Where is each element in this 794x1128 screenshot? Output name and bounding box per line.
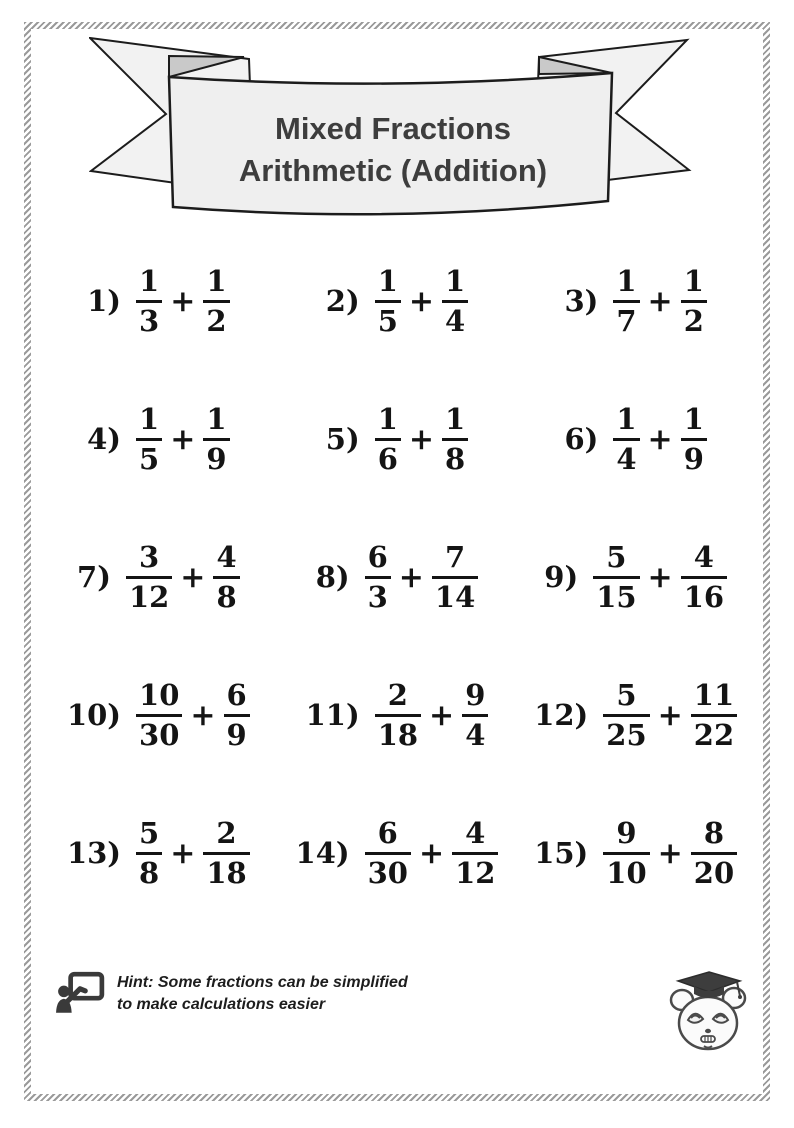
worksheet-body [31, 29, 763, 1094]
fraction-bar [613, 438, 639, 441]
fraction [203, 266, 229, 336]
problem-10 [67, 680, 250, 750]
problems-grid [39, 232, 755, 922]
problem-12 [534, 680, 737, 750]
fraction-denominator: 22 [693, 717, 735, 752]
fraction-numerator: 1 [445, 264, 466, 299]
fraction-bar [691, 714, 737, 717]
fraction-numerator: 1 [206, 264, 227, 299]
fraction-numerator: 1 [139, 264, 160, 299]
fraction-denominator: 18 [206, 855, 247, 890]
fraction-denominator: 9 [206, 441, 227, 476]
fraction-numerator: 1 [616, 402, 637, 437]
fraction [691, 680, 737, 750]
fraction-numerator: 2 [387, 678, 408, 713]
fraction-numerator: 9 [616, 816, 637, 851]
fraction [681, 266, 707, 336]
fraction-numerator: 6 [226, 678, 247, 713]
title-banner [89, 37, 709, 223]
fraction-denominator: 8 [445, 441, 466, 476]
problem-number: 3) [564, 284, 599, 318]
brand-logo [668, 968, 752, 1062]
problem-1 [87, 266, 229, 336]
fraction-numerator: 9 [465, 678, 486, 713]
fraction-denominator: 3 [367, 579, 388, 614]
plus-operator: + [408, 421, 435, 457]
fraction-bar [691, 852, 737, 855]
hint-text [117, 972, 408, 1015]
problem-number: 1) [87, 284, 122, 318]
fraction [375, 266, 401, 336]
fraction-numerator: 1 [616, 264, 637, 299]
fraction-numerator: 1 [139, 402, 160, 437]
problem-11 [306, 680, 489, 750]
problem-number: 11) [305, 698, 360, 732]
fraction-numerator: 11 [693, 678, 735, 713]
fraction-denominator: 15 [596, 579, 637, 614]
fraction [203, 818, 249, 888]
problem-number: 8) [315, 560, 350, 594]
problem-number: 7) [77, 560, 111, 594]
hint-line1: Hint: Some fractions can be simplified [117, 974, 408, 992]
plus-operator: + [647, 559, 673, 595]
fraction-numerator: 8 [703, 816, 725, 851]
fraction-denominator: 6 [377, 441, 398, 476]
plus-operator: + [190, 697, 216, 733]
fraction [136, 404, 162, 474]
fraction-denominator: 4 [445, 303, 466, 338]
fraction-numerator: 1 [377, 264, 398, 299]
fraction-bar [136, 852, 162, 855]
fraction-denominator: 8 [216, 579, 237, 614]
fraction-denominator: 2 [683, 303, 704, 338]
plus-operator: + [657, 697, 683, 733]
fraction-bar [213, 576, 239, 579]
fraction [681, 542, 727, 612]
fraction [136, 266, 162, 336]
graduate-panda-icon [668, 968, 752, 1062]
fraction-numerator: 5 [606, 540, 627, 575]
fraction [613, 266, 639, 336]
fraction [603, 680, 649, 750]
fraction-bar [452, 852, 498, 855]
problem-8 [316, 542, 479, 612]
fraction-numerator: 4 [216, 540, 237, 575]
plus-operator: + [170, 835, 196, 871]
fraction-denominator: 9 [683, 441, 704, 476]
problem-number: 6) [564, 422, 599, 456]
fraction-denominator: 4 [616, 441, 637, 476]
worksheet-title-line2: Arithmetic (Addition) [238, 153, 548, 188]
fraction-denominator: 18 [377, 717, 419, 752]
fraction-bar [442, 300, 468, 303]
problem-15 [534, 818, 737, 888]
plus-operator: + [647, 421, 673, 457]
fraction-numerator: 3 [139, 540, 160, 575]
fraction [603, 818, 649, 888]
fraction [442, 404, 468, 474]
fraction-bar [603, 852, 649, 855]
fraction-denominator: 8 [139, 855, 160, 890]
fraction-bar [136, 714, 182, 717]
fraction-numerator: 6 [367, 540, 388, 575]
fraction-numerator: 1 [206, 402, 227, 437]
fraction [365, 818, 411, 888]
fraction-numerator: 4 [465, 816, 486, 851]
fraction [203, 404, 229, 474]
fraction [613, 404, 639, 474]
fraction-denominator: 7 [616, 303, 637, 338]
ribbon-banner-graphic [89, 37, 709, 223]
fraction-bar [203, 852, 249, 855]
fraction-bar [136, 300, 162, 303]
fraction-bar [375, 300, 401, 303]
hint-section [55, 969, 408, 1019]
fraction-bar [593, 576, 639, 579]
fraction-numerator: 10 [139, 678, 180, 713]
problem-4 [87, 404, 229, 474]
problem-6 [564, 404, 706, 474]
fraction [681, 404, 707, 474]
fraction [593, 542, 639, 612]
problem-9 [544, 542, 727, 612]
fraction-numerator: 1 [683, 402, 704, 437]
problem-number: 9) [544, 560, 579, 594]
problem-13 [67, 818, 250, 888]
fraction [126, 542, 172, 612]
fraction-bar [603, 714, 649, 717]
fraction-denominator: 14 [434, 579, 476, 614]
plus-operator: + [170, 283, 196, 319]
fraction-bar [365, 852, 411, 855]
fraction-denominator: 12 [128, 579, 170, 614]
fraction-denominator: 30 [139, 717, 180, 752]
fraction [442, 266, 468, 336]
fraction-bar [681, 576, 727, 579]
fraction [691, 818, 737, 888]
fraction-numerator: 1 [377, 402, 398, 437]
fraction-denominator: 10 [606, 855, 647, 890]
fraction-numerator: 5 [139, 816, 160, 851]
fraction-bar [681, 300, 707, 303]
fraction-numerator: 1 [445, 402, 466, 437]
fraction [136, 680, 182, 750]
problem-number: 4) [87, 422, 122, 456]
problem-2 [326, 266, 468, 336]
fraction-denominator: 16 [683, 579, 725, 614]
problem-3 [564, 266, 706, 336]
plus-operator: + [170, 421, 196, 457]
plus-operator: + [429, 697, 455, 733]
fraction-numerator: 6 [377, 816, 398, 851]
fraction-denominator: 20 [693, 855, 735, 890]
fraction [375, 404, 401, 474]
fraction [452, 818, 498, 888]
plus-operator: + [408, 283, 435, 319]
fraction-numerator: 1 [683, 264, 704, 299]
fraction-bar [365, 576, 391, 579]
problem-number: 2) [325, 284, 360, 318]
fraction [375, 680, 421, 750]
fraction [462, 680, 488, 750]
fraction-bar [203, 300, 229, 303]
fraction-bar [613, 300, 639, 303]
striped-page-border [24, 22, 770, 1101]
fraction-bar [375, 438, 401, 441]
fraction-numerator: 2 [216, 816, 237, 851]
plus-operator: + [180, 559, 206, 595]
fraction-numerator: 5 [616, 678, 637, 713]
fraction-bar [224, 714, 250, 717]
fraction-bar [462, 714, 488, 717]
fraction-denominator: 9 [226, 717, 247, 752]
fraction-numerator: 7 [445, 540, 466, 575]
fraction-denominator: 5 [377, 303, 398, 338]
presenter-whiteboard-icon [55, 969, 105, 1019]
fraction [136, 818, 162, 888]
fraction-bar [126, 576, 172, 579]
plus-operator: + [657, 835, 683, 871]
worksheet-title-line1: Mixed Fractions [275, 111, 511, 146]
plus-operator: + [647, 283, 673, 319]
fraction-denominator: 30 [367, 855, 408, 890]
fraction-bar [432, 576, 478, 579]
fraction-denominator: 4 [465, 717, 486, 752]
plus-operator: + [418, 835, 445, 871]
fraction-numerator: 4 [693, 540, 714, 575]
problem-number: 14) [295, 836, 350, 870]
problem-7 [77, 542, 240, 612]
fraction-denominator: 2 [206, 303, 227, 338]
plus-operator: + [398, 559, 424, 595]
problem-number: 10) [66, 698, 122, 732]
fraction-bar [203, 438, 229, 441]
fraction-denominator: 3 [139, 303, 160, 338]
fraction-denominator: 25 [606, 717, 647, 752]
problem-number: 13) [66, 836, 122, 870]
fraction-bar [681, 438, 707, 441]
problem-number: 15) [534, 836, 589, 870]
fraction-denominator: 5 [139, 441, 160, 476]
fraction [224, 680, 250, 750]
problem-number: 12) [534, 698, 589, 732]
problem-5 [326, 404, 468, 474]
fraction-bar [136, 438, 162, 441]
hint-line2: to make calculations easier [117, 996, 326, 1013]
fraction-denominator: 12 [455, 855, 496, 890]
problem-14 [296, 818, 499, 888]
fraction [365, 542, 391, 612]
fraction-bar [375, 714, 421, 717]
fraction [432, 542, 478, 612]
fraction-bar [442, 438, 468, 441]
fraction [213, 542, 239, 612]
problem-number: 5) [325, 422, 360, 456]
